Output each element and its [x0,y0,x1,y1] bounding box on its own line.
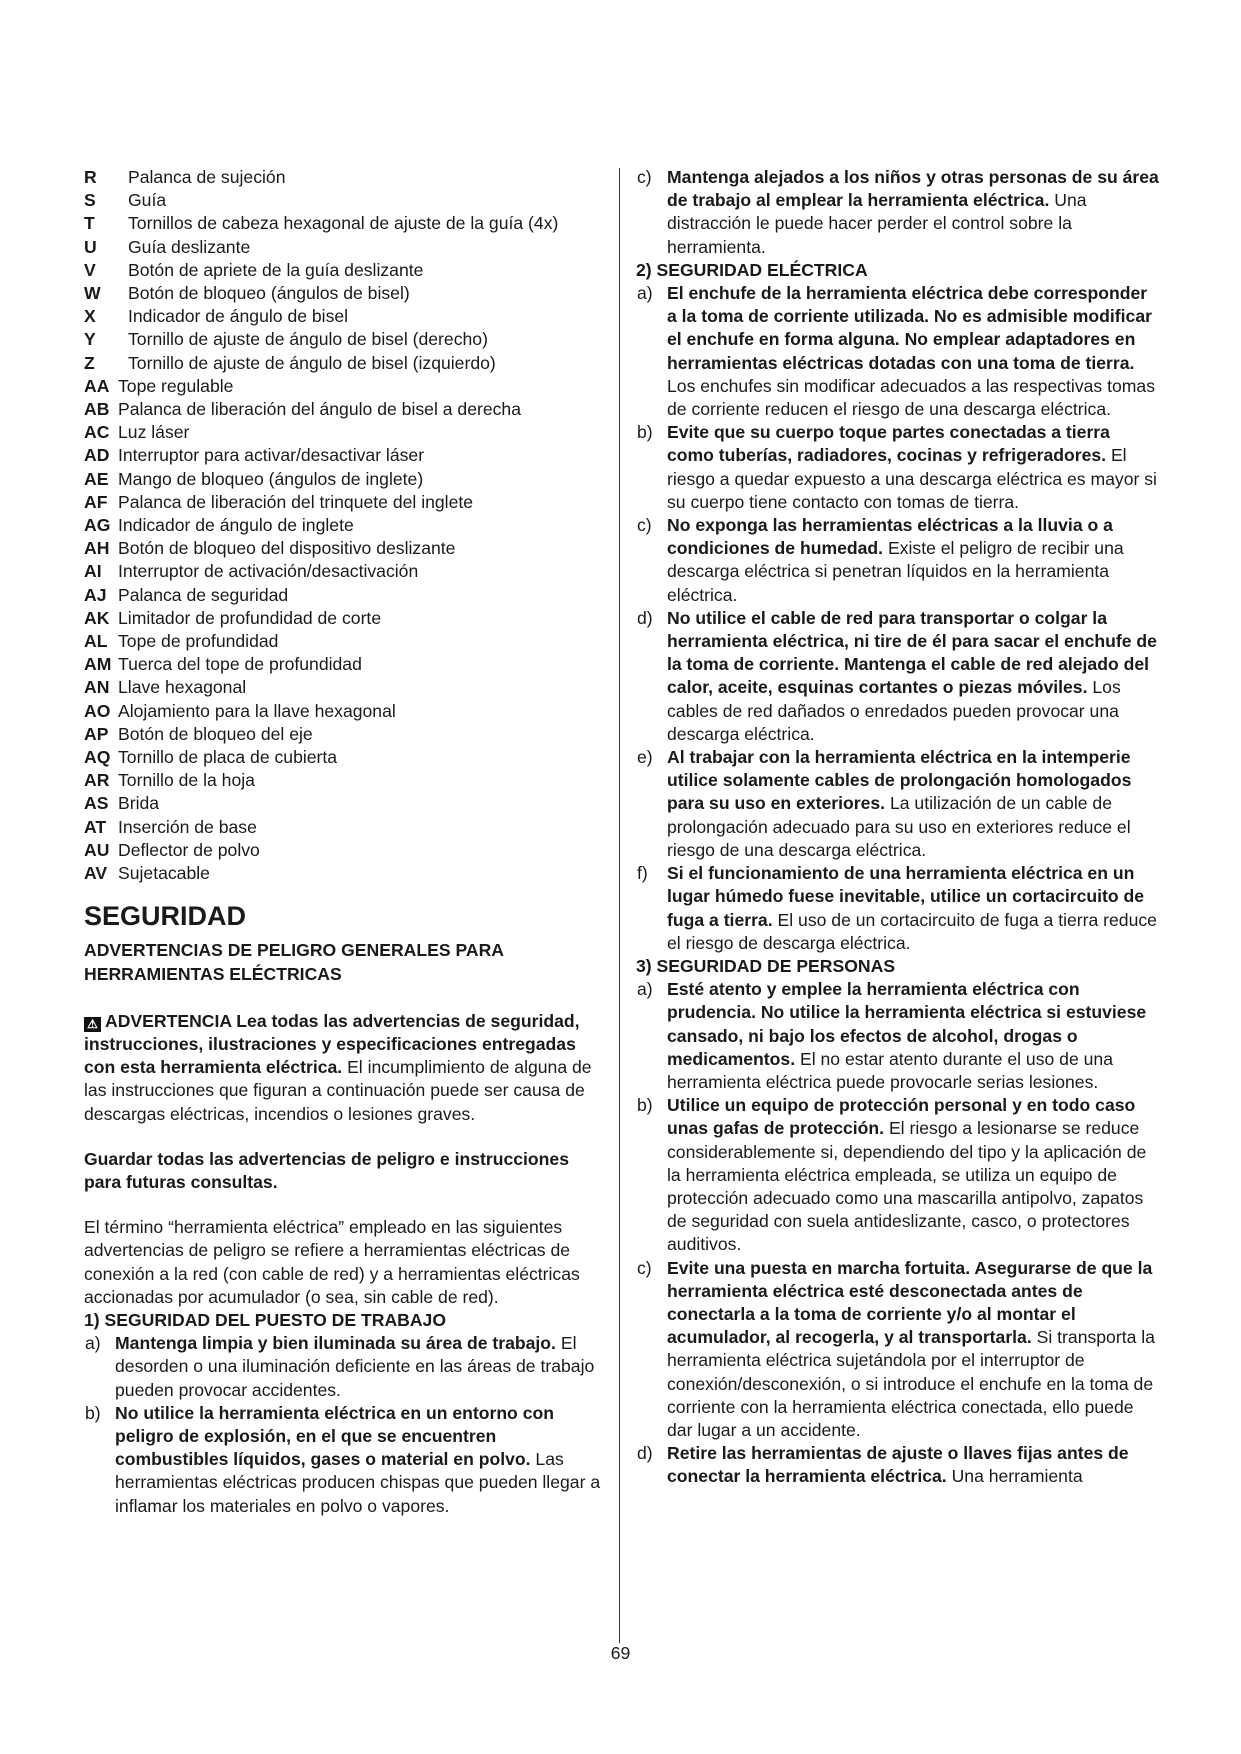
legend-label: Llave hexagonal [118,677,247,698]
legend-label: Luz láser [118,422,190,443]
term-note: El término “herramienta eléctrica” empleado en las siguientes advertencias de peligro se refiere a herramientas eléctricas de conexión a la red (con cable de red) y a herramientas eléctricas accionadas por acumulador (o sea, sin cable de red). [84,1217,580,1307]
legend-code: AV [84,863,108,884]
legend-code: R [84,167,97,187]
legend-label: Guía [128,190,167,211]
legend-code: X [84,306,96,327]
item-body [657,514,1161,607]
legend-code: Z [84,352,95,373]
item-letter: c) [637,167,652,187]
legend-code: AF [84,491,108,512]
legend-code: AE [84,468,109,489]
legend-label: Alojamiento para la llave hexagonal [118,700,396,721]
legend-label: Tornillos de cabeza hexagonal de ajuste de la guía (4x) [128,213,559,234]
item-bold: No utilice la herramienta eléctrica en un entorno con peligro de explosión, en el que se encuentren combustibles líquidos, gases o material en polvo. [115,1402,554,1470]
legend-label: Brida [118,793,160,814]
legend-code: AH [84,538,110,559]
legend-row [84,792,604,815]
legend-row [84,723,604,746]
list-item [636,1257,1161,1443]
item-bold: Evite que su cuerpo toque partes conectadas a tierra como tuberías, radiadores, cocinas y refrigeradores. [667,422,1110,466]
legend-label: Tornillo de ajuste de ángulo de bisel (derecho) [128,329,488,350]
legend-row [84,769,604,792]
list-item [636,421,1161,514]
item-bold: Evite una puesta en marcha fortuita. Asegurarse de que la herramienta eléctrica esté desconectada antes de conectarla a la toma de corriente y/o al montar el acumulador, al recogerla, y al transportarla. [667,1257,1153,1348]
legend-row [84,700,604,723]
legend-row [84,259,604,282]
legend-code: AD [84,445,110,466]
legend-row [84,537,604,560]
item-text: El no estar atento durante el uso de una herramienta eléctrica puede provocarle serias lesiones. [667,1048,1113,1092]
item-letter: d) [637,1443,653,1464]
legend-code: AA [84,375,110,396]
list-item [636,1094,1161,1256]
legend-row [84,282,604,305]
legend-label: Tornillo de ajuste de ángulo de bisel (izquierdo) [128,352,496,373]
legend-label: Botón de bloqueo (ángulos de bisel) [128,283,410,304]
legend-code: AM [84,654,112,675]
warning-text: El incumplimiento de alguna de las instrucciones que figuran a continuación puede ser causa de descargas eléctricas, incendios o lesiones graves. [84,1057,592,1124]
item-bold: El enchufe de la herramienta eléctrica debe corresponder a la toma de corriente utilizada. No es admisible modificar el enchufe en forma alguna. No emplear adaptadores en herramientas eléctricas dotadas con una toma de tierra. [667,283,1152,373]
list-item [84,1332,604,1402]
list-item [636,978,1161,1094]
sec1-title: 1) SEGURIDAD DEL PUESTO DE TRABAJO [84,1309,447,1330]
column-divider [619,168,620,1643]
item-body [657,1094,1161,1256]
legend-row [84,375,604,398]
item-text: Si transporta la herramienta eléctrica sujetándola por el interruptor de conexión/desconexión, o si introduce el enchufe en la toma de corriente con la herramienta eléctrica conectada, ello puede dar lugar a un accidente. [667,1327,1155,1440]
legend-code: AJ [84,584,107,605]
item-text: Los enchufes sin modificar adecuados a las respectivas tomas de corriente reducen el riesgo de una descarga eléctrica. [667,375,1155,420]
list-item [636,514,1161,607]
legend-code: Y [84,329,96,350]
legend-code: AG [84,515,111,536]
legend-code: AP [84,723,109,744]
legend-row [84,352,604,375]
list-item [636,1442,1161,1488]
item-letter: b) [637,1095,653,1116]
legend-code: AR [84,770,110,791]
sec3-list [636,978,1161,1488]
legend-label: Palanca de liberación del trinquete del inglete [118,491,474,512]
legend-code: AU [84,839,110,860]
legend-row [84,491,604,514]
item-bold: Utilice un equipo de protección personal y en todo caso unas gafas de protección. [667,1095,1136,1139]
item-body [657,421,1161,514]
item-text: Existe el peligro de recibir una descarga eléctrica si penetran líquidos en la herramienta eléctrica. [667,538,1124,605]
item-text: La utilización de un cable de prolongación adecuado para su uso en exteriores reduce el riesgo de una descarga eléctrica. [667,793,1131,860]
legend-label: Palanca de seguridad [118,584,289,605]
item-bold: No exponga las herramientas eléctricas a la lluvia o a condiciones de humedad. [667,515,1113,559]
legend-label: Botón de bloqueo del eje [118,723,313,744]
item-text: Los cables de red dañados o enredados pueden provocar una descarga eléctrica. [667,677,1121,744]
legend-label: Indicador de ángulo de bisel [128,306,349,327]
item-letter: c) [637,1257,652,1278]
legend-label: Tornillo de placa de cubierta [118,747,338,768]
right-column [636,166,1161,1489]
list-item [636,862,1161,955]
legend-row [84,189,604,212]
item-body [657,746,1161,862]
item-bold: Si el funcionamiento de una herramienta eléctrica en un lugar húmedo fuese inevitable, utilice un cortacircuito de fuga a tierra. [667,863,1145,930]
legend-code: AN [84,677,110,698]
legend-row [84,398,604,421]
legend-row [84,166,604,189]
sec2-list [636,282,1161,955]
legend-code: W [84,283,101,304]
legend-code: AT [84,816,107,837]
item-body [105,1332,604,1402]
section-title: SEGURIDAD [84,901,247,932]
item-letter: a) [637,283,653,304]
legend-row [84,584,604,607]
legend-row [84,444,604,467]
item-bold: Retire las herramientas de ajuste o llaves fijas antes de conectar la herramienta eléctrica. [667,1443,1129,1487]
item-text: El riesgo a lesionarse se reduce considerablemente si, dependiendo del tipo y la aplicación de la herramienta eléctrica empleada, se utiliza un equipo de protección adecuado como una mascarilla antipolvo, zapatos de seguridad con suela antideslizante, casco, o protectores auditivos. [667,1118,1147,1255]
legend-row [84,816,604,839]
item-letter: a) [85,1333,101,1354]
legend-label: Tuerca del tope de profundidad [118,654,362,675]
item-text: El desorden o una iluminación deficiente en las áreas de trabajo pueden provocar accidentes. [115,1333,595,1400]
item-body [657,1442,1161,1488]
legend-row [84,560,604,583]
legend-label: Botón de apriete de la guía deslizante [128,259,424,280]
legend-label: Botón de bloqueo del dispositivo deslizante [118,538,456,559]
legend-row [84,514,604,537]
item-body [105,1402,604,1518]
warning-triangle-icon: ⚠ [84,1017,101,1032]
legend-row [84,236,604,259]
legend-row [84,839,604,862]
sec1-list [84,1332,604,1518]
page-number: 69 [610,1643,631,1663]
legend-row [84,468,604,491]
legend-row [84,676,604,699]
legend-label: Interruptor de activación/desactivación [118,561,419,582]
list-item [84,1402,604,1518]
legend-row [84,653,604,676]
legend-code: AB [84,399,110,420]
legend-label: Tope regulable [118,375,234,396]
legend-code: V [84,259,96,280]
legend-row [84,421,604,444]
legend-code: S [84,190,96,211]
item-letter: b) [637,422,653,443]
legend-label: Palanca de liberación del ángulo de bisel a derecha [118,399,521,420]
item-letter: b) [85,1402,101,1423]
legend-label: Tope de profundidad [118,631,279,652]
legend-code: AL [84,631,108,652]
legend-label: Limitador de profundidad de corte [118,607,382,628]
legend-label: Deflector de polvo [118,839,260,860]
legend-row [84,746,604,769]
item-bold: Mantenga limpia y bien iluminada su área de trabajo. [115,1333,556,1354]
legend-label: Interruptor para activar/desactivar láser [118,445,425,466]
save-note: Guardar todas las advertencias de peligro e instrucciones para futuras consultas. [84,1148,569,1192]
legend-label: Tornillo de la hoja [118,770,255,791]
list-item [636,282,1161,421]
legend-code: T [84,213,95,234]
item-body [657,1257,1161,1443]
legend-label: Sujetacable [118,863,210,884]
legend-row [84,328,604,351]
item-body [657,862,1161,955]
left-column [84,166,604,1518]
item-letter: f) [637,863,648,884]
sec1-list-continued [636,166,1161,259]
item-body [657,166,1161,259]
item-bold: No utilice el cable de red para transportar o colgar la herramienta eléctrica, ni tire de él para sacar el enchufe de la toma de corriente. Mantenga el cable de red alejado del calor, aceite, esquinas cortantes o piezas móviles. [667,607,1157,698]
parts-legend [84,166,604,885]
legend-row [84,630,604,653]
legend-row [84,862,604,885]
item-text: El riesgo a quedar expuesto a una descarga eléctrica es mayor si su cuerpo tiene contacto con tomas de tierra. [667,445,1157,512]
legend-label: Inserción de base [118,816,257,837]
legend-code: AO [84,700,111,721]
legend-row [84,305,604,328]
subheading: ADVERTENCIAS DE PELIGRO GENERALES PARA HERRAMIENTAS ELÉCTRICAS [84,940,504,984]
legend-code: U [84,236,97,257]
item-bold: Al trabajar con la herramienta eléctrica en la intemperie utilice solamente cables de prolongación homologados para su uso en exteriores. [667,747,1132,814]
item-text: Las herramientas eléctricas producen chispas que pueden llegar a inflamar los materiales en polvo o vapores. [115,1449,601,1516]
item-body [657,607,1161,746]
legend-row [84,212,604,235]
legend-code: AQ [84,747,111,768]
item-letter: d) [637,607,653,628]
item-text: Una distracción le puede hacer perder el control sobre la herramienta. [667,190,1087,257]
item-text: Una herramienta [951,1466,1083,1487]
item-bold: Mantenga alejados a los niños y otras personas de su área de trabajo al emplear la herramienta eléctrica. [667,167,1159,211]
item-body [657,978,1161,1094]
legend-code: AI [84,561,102,582]
legend-label: Palanca de sujeción [128,167,286,187]
legend-label: Mango de bloqueo (ángulos de inglete) [118,468,424,489]
legend-label: Guía deslizante [128,236,251,257]
list-item [636,746,1161,862]
legend-code: AS [84,793,109,814]
list-item [636,166,1161,259]
warning-bold: ADVERTENCIA Lea todas las advertencias de seguridad, instrucciones, ilustraciones y especificaciones entregadas con esta herramienta eléctrica. [84,1010,580,1078]
legend-label: Indicador de ángulo de inglete [118,515,354,536]
list-item [636,607,1161,746]
legend-row [84,607,604,630]
item-text: El uso de un cortacircuito de fuga a tierra reduce el riesgo de descarga eléctrica. [667,909,1157,953]
item-letter: a) [637,979,653,1000]
sec3-title: 3) SEGURIDAD DE PERSONAS [636,955,896,976]
item-bold: Esté atento y emplee la herramienta eléctrica con prudencia. No utilice la herramienta eléctrica si estuviese cansado, ni bajo los efectos de alcohol, drogas o medicamentos. [667,979,1147,1069]
legend-code: AK [84,607,110,628]
item-letter: c) [637,515,652,536]
warning-paragraph [84,1010,604,1126]
legend-code: AC [84,422,110,443]
sec2-title: 2) SEGURIDAD ELÉCTRICA [636,259,868,280]
item-body [657,282,1161,421]
item-letter: e) [637,747,653,768]
